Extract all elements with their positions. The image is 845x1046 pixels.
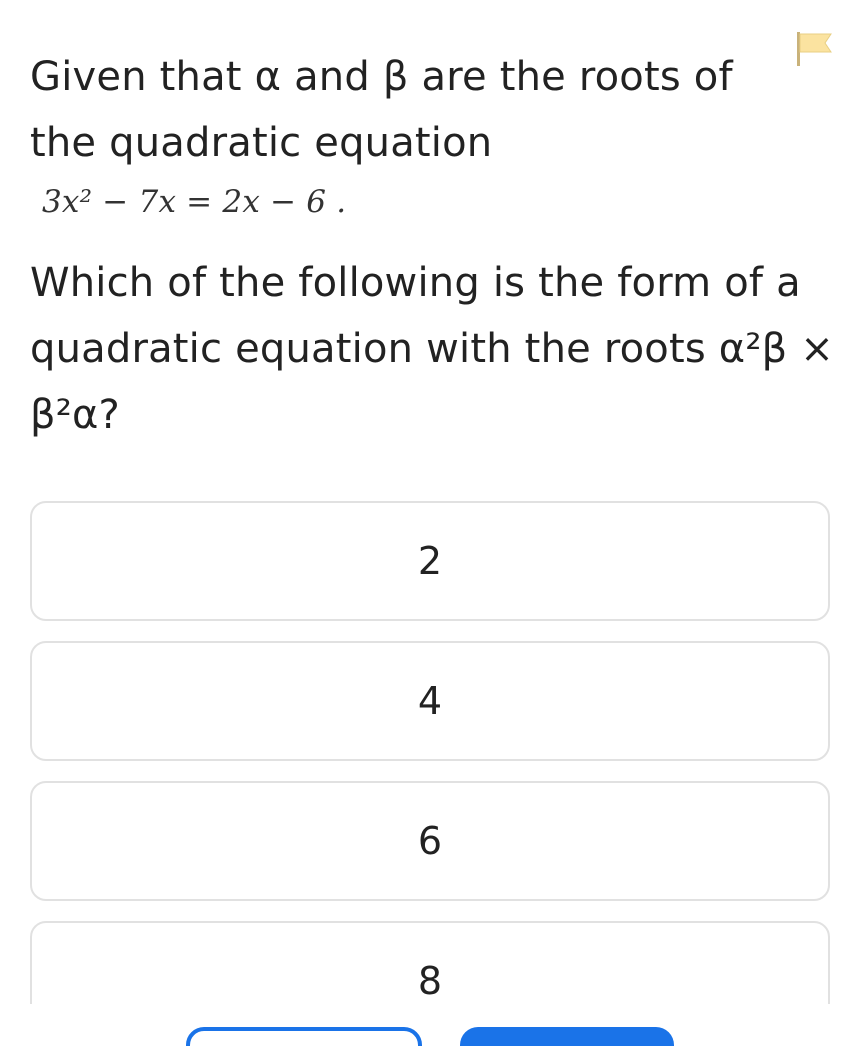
answer-options <box>30 501 830 1004</box>
answer-option-2[interactable] <box>30 641 830 761</box>
equation: 3x² − 7x = 2x − 6 . <box>42 184 347 220</box>
question-line-5: β²α? <box>30 392 120 438</box>
primary-button[interactable] <box>460 1027 674 1046</box>
question-line-4: quadratic equation with the roots α²β × <box>30 326 834 372</box>
question-line-2: the quadratic equation <box>30 120 493 166</box>
question-text <box>30 44 834 448</box>
answer-option-4[interactable] <box>30 921 830 1004</box>
answer-option-label: 4 <box>417 679 443 723</box>
flag-icon[interactable] <box>795 30 835 66</box>
answer-option-label: 6 <box>417 819 443 863</box>
answer-option-label: 8 <box>417 959 443 1003</box>
answer-option-label: 2 <box>417 539 443 583</box>
question-line-3: Which of the following is the form of a <box>30 260 801 306</box>
answer-option-1[interactable] <box>30 501 830 621</box>
answer-option-3[interactable] <box>30 781 830 901</box>
question-line-1: Given that α and β are the roots of <box>30 54 733 100</box>
secondary-button[interactable] <box>186 1027 422 1046</box>
